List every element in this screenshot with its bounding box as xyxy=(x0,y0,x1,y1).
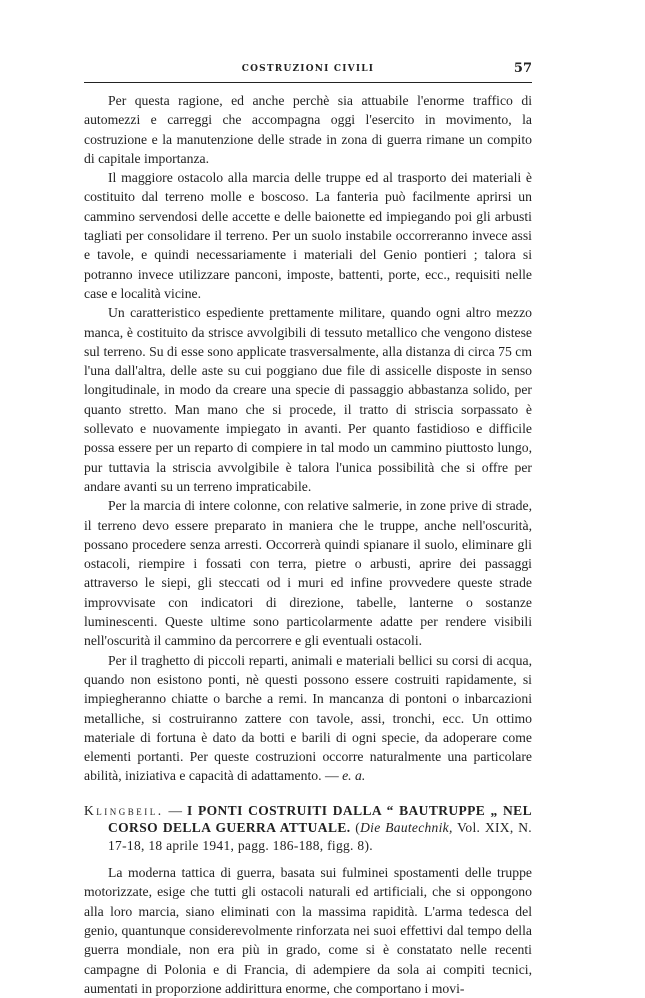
article-body xyxy=(84,91,532,998)
author-signature: e. a. xyxy=(342,768,366,784)
paragraph-5-text: Per il traghetto di piccoli reparti, animali e materiali bellici su corsi di acqua, quando non esistono ponti, nè questi possono essere costruiti rapidamente, si impiegheranno chiatte o barche a remi. In mancanza di pontoni o inbarcazioni metalliche, si costruiranno zattere con tavole, assi, tronchi, ecc. Un ottimo materiale di fortuna è dato da botti e barili di ogni specie, da adoperare come elementi portanti. Per queste costruzioni occorre naturalmente una particolare abilità, iniziativa e capacità di adattamento. — xyxy=(84,652,532,784)
article-paragraph: La moderna tattica di guerra, basata sui fulminei spostamenti delle truppe motorizzate, esige che tutti gli ostacoli naturali ed artificiali, che si oppongono alla loro marcia, siano eliminati con la massima rapidità. L'arma tedesca del genio, quantunque considerevolmente rinforzata nei suoi effettivi dal tempo della guerra mondiale, non era più in grado, come si è constatato nelle recenti campagne di Polonia e di Francia, di adempiere da sola ai compiti tecnici, aumentati in proporzione addirittura enorme, che comportano i movi- xyxy=(84,865,532,996)
paragraph-5 xyxy=(84,651,532,786)
page-header xyxy=(84,60,532,80)
page-number: 57 xyxy=(513,61,532,76)
paragraph-1: Per questa ragione, ed anche perchè sia attuabile l'enorme traffico di automezzi e carreggi che accompagna oggi l'esercito in movimento, la costruzione e la manutenzione delle strade in zona di guerra rimane un compito di capitale importanza. xyxy=(84,93,532,166)
article-title: I PONTI COSTRUITI DALLA “ BAUTRUPPE „ NEL CORSO DELLA GUERRA ATTUALE. xyxy=(108,802,532,836)
paragraph-2: Il maggiore ostacolo alla marcia delle truppe ed al trasporto dei materiali è costituito dal terreno molle e boscoso. La fanteria può facilmente aprirsi un cammino servendosi delle accette e delle baionette ed impiegando poi gli arbusti tagliati per consolidare il terreno. Per un suolo instabile occorreranno invece assi e tavole, e quindi necessariamente i materiali del Genio pontieri ; talora si potranno invece utilizzare panconi, imposte, battenti, porte, ecc., requisiti nelle case e località vicine. xyxy=(84,170,532,301)
paragraph-3: Un caratteristico espediente prettamente militare, quando ogni altro mezzo manca, è costituito da strisce avvolgibili di tessuto metallico che vengono distese sul terreno. Su di esse sono applicate trasversalmente, alla distanza di circa 75 cm l'una dall'altra, delle aste su cui poggiano due file di assicelle disposte in senso longitudinale, in modo da creare una specie di passaggio abbastanza solido, per quanto stretto. Man mano che si procede, il tratto di striscia sorpassato è sollevato e nuovamente impiegato in avanti. Per quanto fastidioso e difficile possa essere per un reparto di compiere in tal modo un cammino piuttosto lungo, pur tuttavia la striscia avvolgibile è talora l'unica possibilità che si offre per andare avanti su un terreno impraticabile. xyxy=(84,305,532,494)
journal-name: Die Bautechnik, xyxy=(360,820,453,836)
article-author: Klingbeil. xyxy=(84,802,164,818)
article-heading xyxy=(84,802,532,855)
header-rule xyxy=(84,82,532,83)
running-title: COSTRUZIONI CIVILI xyxy=(241,64,375,74)
heading-dash: — xyxy=(163,802,187,818)
source-details: Vol. XIX, N. 17-18, 18 aprile 1941, pagg. 186-188, figg. 8). xyxy=(108,820,532,854)
paragraph-4: Per la marcia di intere colonne, con relative salmerie, in zone prive di strade, il terreno devo essere preparato in maniera che le truppe, anche nell'oscurità, possano procedere senza arresti. Occorrerà quindi spianare il suolo, eliminare gli ostacoli, riempire i fossati con terra, pietre o arbusti, aprire dei passaggi attraverso le siepi, gli steccati od i muri ed infine provvedere queste strade improvvisate con indicatori di direzione, tabelle, lanterne o sostanze luminescenti. Queste ultime sono particolarmente adatte per rendere visibili nell'oscurità il cammino da percorrere e gli eventuali ostacoli. xyxy=(84,498,532,649)
source-open: ( xyxy=(350,820,361,836)
